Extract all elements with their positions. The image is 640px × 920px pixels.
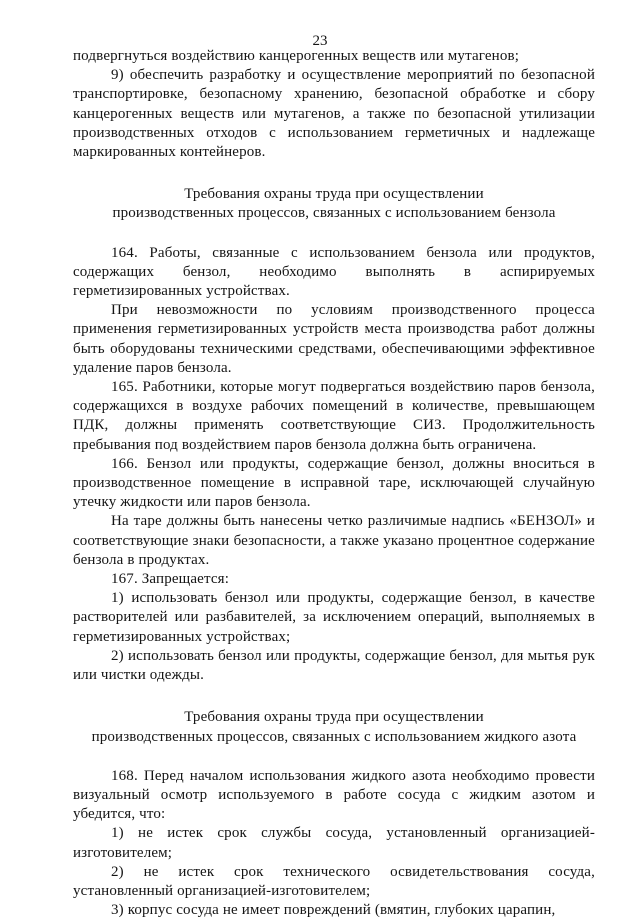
section-heading-benzene (73, 185, 595, 223)
heading-line: производственных процессов, связанных с использованием жидкого азота (91, 728, 577, 745)
paragraph-item-9: 9) обеспечить разработку и осуществление мероприятий по безопасной транспортировке, безопасному хранению, безопасной обработке и сбору канцерогенных веществ или мутагенов, а также по безопасной утилизации производственных отходов с использованием герметичных и надлежаще маркированных контейнеров. (73, 67, 595, 161)
heading-line: производственных процессов, связанных с использованием бензола (112, 205, 556, 222)
paragraph-166: 166. Бензол или продукты, содержащие бензол, должны вноситься в производственное помещение в исправной таре, исключающей случайную утечку жидкости или паров бензола. (73, 455, 595, 511)
paragraph-164: 164. Работы, связанные с использованием бензола или продуктов, содержащих бензол, необходимо выполнять в аспирируемых герметизированных устройствах. (73, 244, 595, 300)
paragraph-164-cont: При невозможности по условиям производственного процесса применения герметизированных устройств места производства работ должны быть оборудованы техническими средствами, обеспечивающими эффективное удаление паров бензола. (73, 302, 595, 376)
paragraph-168-item-1: 1) не истек срок службы сосуда, установленный организацией-изготовителем; (73, 825, 595, 861)
section-heading-nitrogen (73, 708, 595, 746)
paragraph-167-item-2: 2) использовать бензол или продукты, содержащие бензол, для мытья рук или чистки одежды. (73, 647, 595, 684)
paragraph-166-cont: На таре должны быть нанесены четко различимые надпись «БЕНЗОЛ» и соответствующие знаки безопасности, а также указано процентное содержание бензола в продуктах. (73, 513, 595, 568)
page-number: 23 (312, 33, 328, 49)
paragraph-165: 165. Работники, которые могут подвергаться воздействию паров бензола, содержащихся в воздухе рабочих помещений в количестве, превышающем ПДК, должны применять соответствующие СИЗ. Продолжительность пребывания под воздействием паров бензола должна быть ограничена. (73, 379, 595, 453)
heading-line: Требования охраны труда при осуществлении (184, 709, 484, 726)
paragraph-continuation: подвергнуться воздействию канцерогенных веществ или мутагенов; (73, 48, 520, 64)
paragraph-168-item-3: 3) корпус сосуда не имеет повреждений (вмятин, глубоких царапин, (111, 902, 556, 919)
paragraph-168: 168. Перед началом использования жидкого азота необходимо провести визуальный осмотр используемого в работе сосуда с жидким азотом и убедится, что: (73, 767, 595, 823)
paragraph-168-item-2: 2) не истек срок технического освидетельствования сосуда, установленный организацией-изготовителем; (73, 863, 595, 899)
paragraph-167-item-1: 1) использовать бензол или продукты, содержащие бензол, в качестве растворителей или разбавителей, за исключением операций, выполняемых в герметизированных устройствах; (73, 590, 595, 645)
heading-line: Требования охраны труда при осуществлении (184, 186, 484, 203)
paragraph-167: 167. Запрещается: (111, 571, 230, 588)
document-body (73, 47, 595, 920)
